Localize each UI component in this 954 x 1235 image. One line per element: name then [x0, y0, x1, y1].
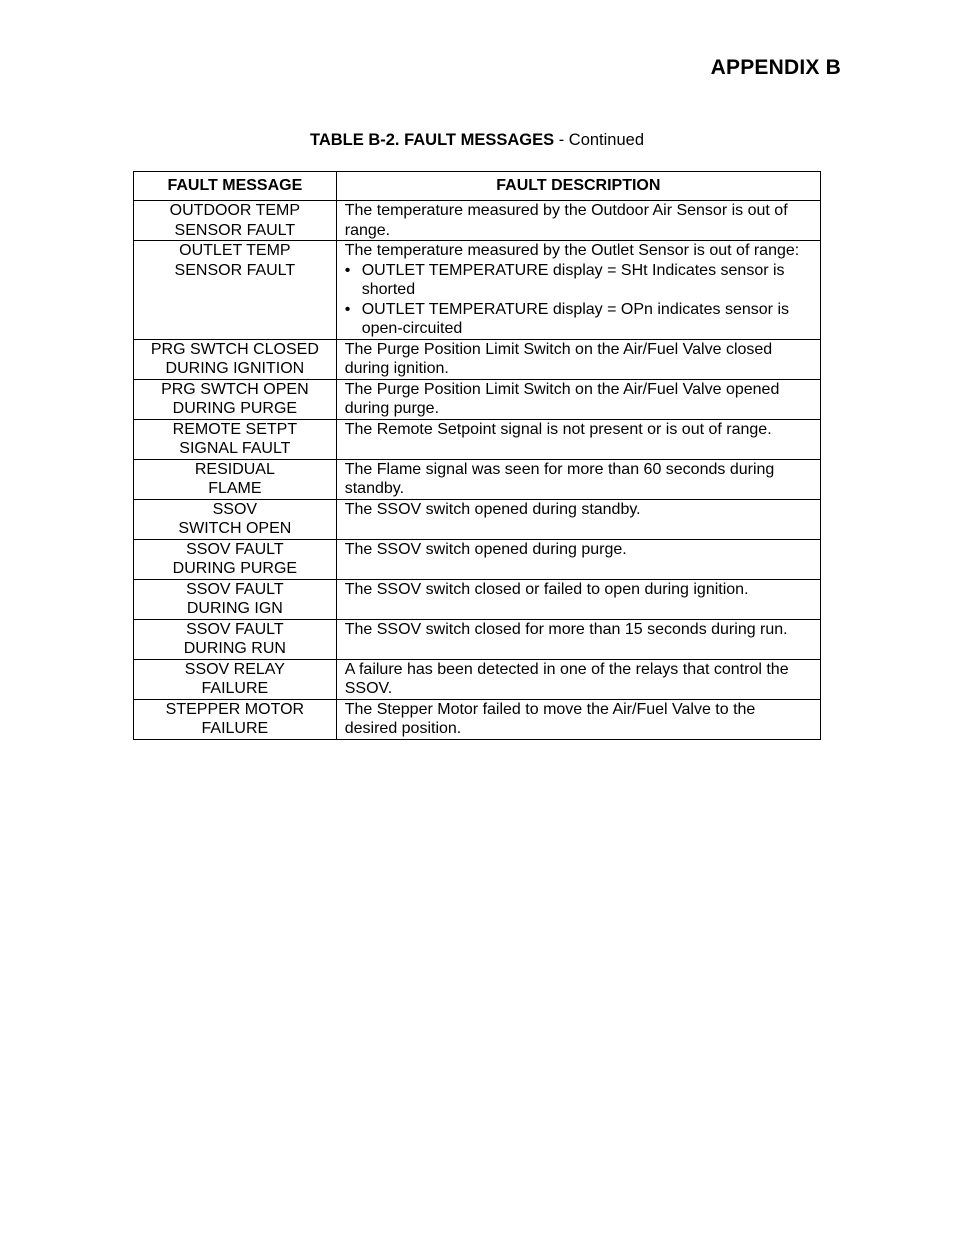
fault-message-line: FAILURE: [201, 680, 269, 697]
fault-message-cell: [134, 201, 337, 241]
fault-message-line: DURING PURGE: [172, 560, 298, 577]
fault-message-line: FAILURE: [201, 720, 269, 737]
table-row: [134, 241, 821, 340]
fault-message-line: RESIDUAL: [194, 460, 275, 478]
fault-message-cell: [134, 499, 337, 539]
fault-message-cell: [134, 339, 337, 379]
table-row: [134, 339, 821, 379]
table-caption-continued: - Continued: [554, 131, 645, 149]
fault-message-cell: [134, 579, 337, 619]
fault-description-text: The temperature measured by the Outlet Sensor is out of range:: [344, 242, 800, 259]
header-fault-message: FAULT MESSAGE: [134, 172, 337, 201]
table-header-row: [134, 172, 821, 201]
fault-description-cell: [336, 499, 820, 539]
fault-description-cell: [336, 459, 820, 499]
table-caption-title: TABLE B-2. FAULT MESSAGES: [309, 131, 555, 149]
table-row: [134, 419, 821, 459]
fault-message-line: SENSOR FAULT: [174, 261, 296, 279]
table-row: [134, 659, 821, 699]
fault-message-line: STEPPER MOTOR: [165, 700, 305, 718]
fault-message-line: SSOV RELAY: [184, 660, 285, 678]
fault-description-cell: [336, 539, 820, 579]
table-row: [134, 379, 821, 419]
fault-message-cell: [134, 241, 337, 340]
fault-description-text: The Purge Position Limit Switch on the Air/Fuel Valve closed during ignition.: [344, 340, 773, 377]
fault-description-cell: [336, 379, 820, 419]
fault-message-line: SSOV: [212, 500, 258, 518]
fault-message-cell: [134, 699, 337, 739]
fault-description-bullets: [345, 261, 812, 339]
fault-message-line: PRG SWTCH OPEN: [161, 380, 309, 398]
fault-description-cell: [336, 419, 820, 459]
fault-message-line: DURING IGN: [186, 600, 283, 617]
fault-message-cell: [134, 659, 337, 699]
fault-message-line: SIGNAL FAULT: [179, 440, 291, 457]
fault-message-cell: [134, 619, 337, 659]
fault-message-line: SSOV FAULT: [186, 580, 284, 598]
fault-description-cell: [336, 201, 820, 241]
fault-message-line: DURING IGNITION: [165, 360, 305, 377]
fault-description-text: The SSOV switch closed or failed to open during ignition.: [344, 580, 749, 598]
fault-message-cell: [134, 459, 337, 499]
fault-description-cell: [336, 699, 820, 739]
appendix-title: APPENDIX B: [710, 56, 841, 79]
fault-message-line: SWITCH OPEN: [178, 520, 292, 537]
fault-message-line: FLAME: [208, 480, 262, 497]
table-caption: [0, 131, 954, 150]
fault-message-line: DURING PURGE: [172, 400, 298, 417]
fault-description-text: The Stepper Motor failed to move the Air/Fuel Valve to the desired position.: [344, 700, 756, 737]
table-row: [134, 619, 821, 659]
fault-message-cell: [134, 419, 337, 459]
fault-description-text: A failure has been detected in one of the relays that control the SSOV.: [344, 660, 789, 697]
table-row: [134, 459, 821, 499]
fault-description-text: The SSOV switch opened during purge.: [344, 540, 627, 558]
fault-description-cell: [336, 579, 820, 619]
table-row: [134, 699, 821, 739]
fault-description-text: The SSOV switch opened during standby.: [344, 500, 641, 518]
fault-message-cell: [134, 379, 337, 419]
bullet-item: • OUTLET TEMPERATURE display = SHt Indicates sensor is shorted: [345, 261, 812, 300]
fault-description-cell: [336, 241, 820, 340]
table-row: [134, 201, 821, 241]
table-row: [134, 579, 821, 619]
fault-message-line: OUTDOOR TEMP: [169, 202, 301, 219]
header-fault-description: FAULT DESCRIPTION: [336, 172, 820, 201]
fault-description-cell: [336, 659, 820, 699]
fault-message-line: OUTLET TEMP: [179, 242, 291, 259]
table-row: [134, 539, 821, 579]
fault-description-text: The SSOV switch closed for more than 15 seconds during run.: [344, 620, 788, 638]
table-body: [134, 201, 821, 740]
fault-message-line: REMOTE SETPT: [172, 420, 298, 438]
fault-message-line: SSOV FAULT: [186, 620, 284, 638]
fault-message-line: SENSOR FAULT: [174, 221, 296, 239]
fault-description-text: The Remote Setpoint signal is not present or is out of range.: [344, 420, 772, 438]
fault-description-cell: [336, 339, 820, 379]
fault-message-line: SSOV FAULT: [186, 540, 284, 558]
fault-messages-table: [133, 171, 821, 740]
fault-description-text: The Purge Position Limit Switch on the Air/Fuel Valve opened during purge.: [344, 380, 780, 417]
fault-description-cell: [336, 619, 820, 659]
fault-message-line: PRG SWTCH CLOSED: [150, 340, 319, 358]
fault-message-cell: [134, 539, 337, 579]
table-row: [134, 499, 821, 539]
fault-description-text: The temperature measured by the Outdoor Air Sensor is out of range.: [344, 202, 788, 239]
bullet-item: • OUTLET TEMPERATURE display = OPn indicates sensor is open-circuited: [345, 300, 812, 339]
fault-description-text: The Flame signal was seen for more than 60 seconds during standby.: [344, 460, 775, 497]
fault-message-line: DURING RUN: [183, 640, 286, 657]
